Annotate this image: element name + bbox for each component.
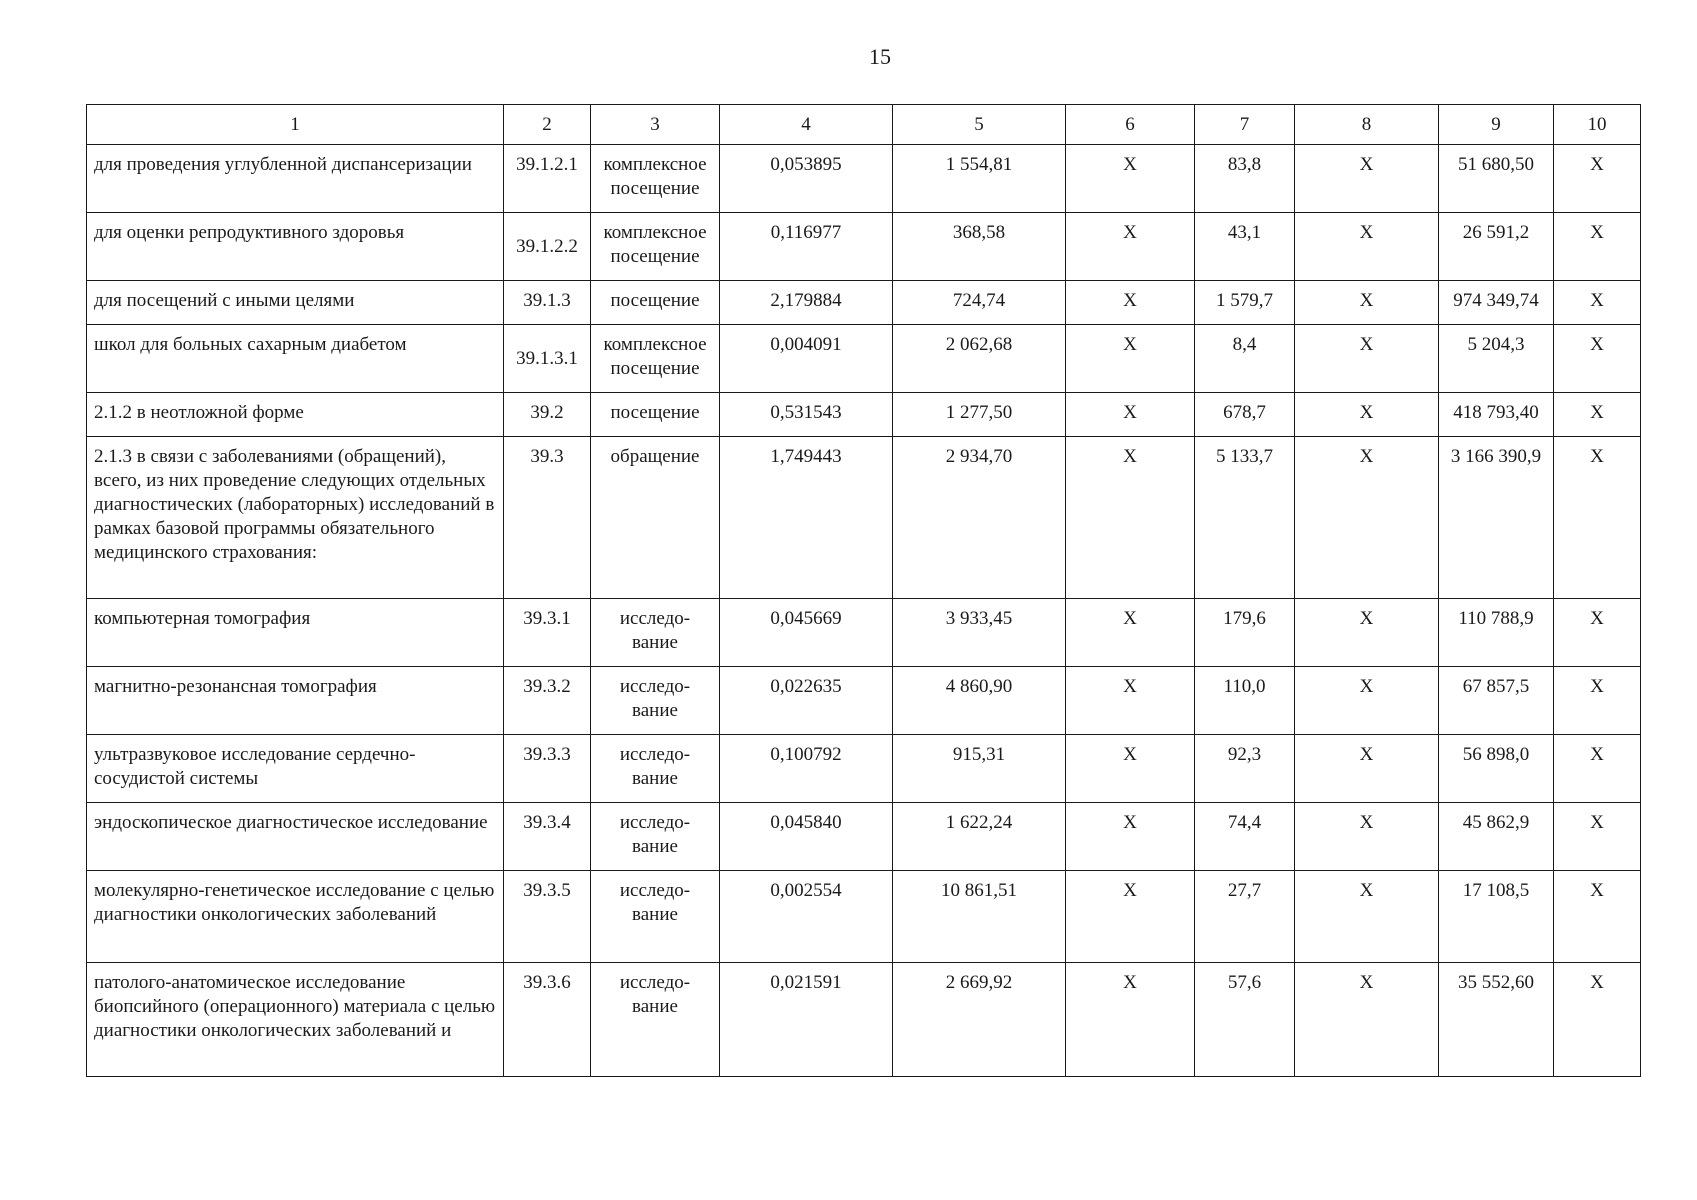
row-unit: исследо-вание bbox=[591, 963, 720, 1077]
cell-col10: Х bbox=[1554, 281, 1641, 325]
cell-col9: 51 680,50 bbox=[1439, 145, 1554, 213]
cell-col4: 0,004091 bbox=[720, 325, 893, 393]
row-name: для проведения углубленной диспансеризации bbox=[87, 145, 504, 213]
row-name: для оценки репродуктивного здоровья bbox=[87, 213, 504, 281]
cell-col6: Х bbox=[1066, 437, 1195, 599]
cell-col4: 0,100792 bbox=[720, 735, 893, 803]
cell-col10: Х bbox=[1554, 871, 1641, 963]
cell-col6: Х bbox=[1066, 599, 1195, 667]
cell-col7: 92,3 bbox=[1195, 735, 1295, 803]
cell-col9: 110 788,9 bbox=[1439, 599, 1554, 667]
cell-col6: Х bbox=[1066, 325, 1195, 393]
row-name: компьютерная томография bbox=[87, 599, 504, 667]
cell-col10: Х bbox=[1554, 213, 1641, 281]
cell-col4: 0,531543 bbox=[720, 393, 893, 437]
cell-col7: 110,0 bbox=[1195, 667, 1295, 735]
cell-col7: 5 133,7 bbox=[1195, 437, 1295, 599]
cell-col10: Х bbox=[1554, 145, 1641, 213]
cell-col4: 0,045669 bbox=[720, 599, 893, 667]
cell-col4: 0,002554 bbox=[720, 871, 893, 963]
cell-col6: Х bbox=[1066, 803, 1195, 871]
cell-col6: Х bbox=[1066, 963, 1195, 1077]
cell-col8: Х bbox=[1295, 281, 1439, 325]
row-code: 39.3 bbox=[504, 437, 591, 599]
header-row bbox=[87, 105, 1641, 145]
row-code: 39.2 bbox=[504, 393, 591, 437]
cell-col9: 26 591,2 bbox=[1439, 213, 1554, 281]
data-table bbox=[86, 104, 1641, 1077]
cell-col5: 724,74 bbox=[893, 281, 1066, 325]
cell-col8: Х bbox=[1295, 213, 1439, 281]
row-unit: исследо-вание bbox=[591, 803, 720, 871]
table-row bbox=[87, 145, 1641, 213]
table-row bbox=[87, 963, 1641, 1077]
row-unit: исследо-вание bbox=[591, 667, 720, 735]
cell-col7: 8,4 bbox=[1195, 325, 1295, 393]
cell-col8: Х bbox=[1295, 803, 1439, 871]
row-code: 39.3.4 bbox=[504, 803, 591, 871]
row-code: 39.3.3 bbox=[504, 735, 591, 803]
cell-col6: Х bbox=[1066, 667, 1195, 735]
row-code: 39.3.5 bbox=[504, 871, 591, 963]
row-name: магнитно-резонансная томография bbox=[87, 667, 504, 735]
cell-col6: Х bbox=[1066, 871, 1195, 963]
cell-col7: 678,7 bbox=[1195, 393, 1295, 437]
row-code: 39.1.2.2 bbox=[504, 213, 591, 281]
cell-col6: Х bbox=[1066, 735, 1195, 803]
row-unit: комплексное посещение bbox=[591, 325, 720, 393]
column-header: 7 bbox=[1195, 105, 1295, 145]
row-name: для посещений с иными целями bbox=[87, 281, 504, 325]
cell-col4: 1,749443 bbox=[720, 437, 893, 599]
cell-col5: 368,58 bbox=[893, 213, 1066, 281]
page-number: 15 bbox=[869, 44, 891, 69]
cell-col6: Х bbox=[1066, 145, 1195, 213]
row-name: эндоскопическое диагностическое исследование bbox=[87, 803, 504, 871]
row-name: 2.1.2 в неотложной форме bbox=[87, 393, 504, 437]
cell-col10: Х bbox=[1554, 803, 1641, 871]
cell-col5: 2 062,68 bbox=[893, 325, 1066, 393]
cell-col9: 17 108,5 bbox=[1439, 871, 1554, 963]
cell-col7: 179,6 bbox=[1195, 599, 1295, 667]
column-header: 10 bbox=[1554, 105, 1641, 145]
cell-col5: 2 669,92 bbox=[893, 963, 1066, 1077]
cell-col8: Х bbox=[1295, 437, 1439, 599]
cell-col5: 10 861,51 bbox=[893, 871, 1066, 963]
cell-col9: 5 204,3 bbox=[1439, 325, 1554, 393]
cell-col5: 1 622,24 bbox=[893, 803, 1066, 871]
cell-col8: Х bbox=[1295, 599, 1439, 667]
cell-col10: Х bbox=[1554, 599, 1641, 667]
row-code: 39.1.3 bbox=[504, 281, 591, 325]
column-header: 3 bbox=[591, 105, 720, 145]
row-unit: исследо-вание bbox=[591, 871, 720, 963]
cell-col4: 0,045840 bbox=[720, 803, 893, 871]
cell-col5: 1 277,50 bbox=[893, 393, 1066, 437]
row-code: 39.1.2.1 bbox=[504, 145, 591, 213]
row-unit: комплексное посещение bbox=[591, 213, 720, 281]
cell-col8: Х bbox=[1295, 735, 1439, 803]
table-row bbox=[87, 213, 1641, 281]
column-header: 6 bbox=[1066, 105, 1195, 145]
cell-col5: 2 934,70 bbox=[893, 437, 1066, 599]
table-row bbox=[87, 393, 1641, 437]
row-unit: обращение bbox=[591, 437, 720, 599]
row-name: школ для больных сахарным диабетом bbox=[87, 325, 504, 393]
row-name: 2.1.3 в связи с заболеваниями (обращений), всего, из них проведение следующих отдельных диагностических (лабораторных) исследований в рамках базовой программы обязательного медицинского страхования: bbox=[87, 437, 504, 599]
cell-col8: Х bbox=[1295, 145, 1439, 213]
cell-col10: Х bbox=[1554, 963, 1641, 1077]
row-unit: исследо-вание bbox=[591, 599, 720, 667]
cell-col6: Х bbox=[1066, 393, 1195, 437]
table-row bbox=[87, 871, 1641, 963]
cell-col9: 67 857,5 bbox=[1439, 667, 1554, 735]
table-row bbox=[87, 803, 1641, 871]
cell-col5: 1 554,81 bbox=[893, 145, 1066, 213]
cell-col7: 1 579,7 bbox=[1195, 281, 1295, 325]
cell-col9: 418 793,40 bbox=[1439, 393, 1554, 437]
cell-col7: 74,4 bbox=[1195, 803, 1295, 871]
table-row bbox=[87, 281, 1641, 325]
cell-col8: Х bbox=[1295, 325, 1439, 393]
cell-col10: Х bbox=[1554, 667, 1641, 735]
cell-col8: Х bbox=[1295, 667, 1439, 735]
row-unit: посещение bbox=[591, 393, 720, 437]
table-row bbox=[87, 599, 1641, 667]
cell-col5: 4 860,90 bbox=[893, 667, 1066, 735]
column-header: 4 bbox=[720, 105, 893, 145]
cell-col10: Х bbox=[1554, 437, 1641, 599]
table-row bbox=[87, 437, 1641, 599]
row-code: 39.3.1 bbox=[504, 599, 591, 667]
row-unit: посещение bbox=[591, 281, 720, 325]
column-header: 2 bbox=[504, 105, 591, 145]
cell-col9: 3 166 390,9 bbox=[1439, 437, 1554, 599]
row-name: патолого-анатомическое исследование биопсийного (операционного) материала с целью диагностики онкологических заболеваний и bbox=[87, 963, 504, 1077]
cell-col4: 0,116977 bbox=[720, 213, 893, 281]
cell-col6: Х bbox=[1066, 281, 1195, 325]
column-header: 8 bbox=[1295, 105, 1439, 145]
cell-col5: 915,31 bbox=[893, 735, 1066, 803]
cell-col5: 3 933,45 bbox=[893, 599, 1066, 667]
cell-col7: 43,1 bbox=[1195, 213, 1295, 281]
table-row bbox=[87, 325, 1641, 393]
cell-col7: 57,6 bbox=[1195, 963, 1295, 1077]
column-header: 1 bbox=[87, 105, 504, 145]
row-name: ультразвуковое исследование сердечно-сосудистой системы bbox=[87, 735, 504, 803]
cell-col10: Х bbox=[1554, 393, 1641, 437]
cell-col9: 974 349,74 bbox=[1439, 281, 1554, 325]
table-row bbox=[87, 667, 1641, 735]
cell-col7: 83,8 bbox=[1195, 145, 1295, 213]
cell-col8: Х bbox=[1295, 393, 1439, 437]
cell-col8: Х bbox=[1295, 963, 1439, 1077]
cell-col4: 2,179884 bbox=[720, 281, 893, 325]
cell-col10: Х bbox=[1554, 735, 1641, 803]
table-row bbox=[87, 735, 1641, 803]
cell-col4: 0,053895 bbox=[720, 145, 893, 213]
cell-col7: 27,7 bbox=[1195, 871, 1295, 963]
column-header: 5 bbox=[893, 105, 1066, 145]
row-code: 39.1.3.1 bbox=[504, 325, 591, 393]
cell-col9: 56 898,0 bbox=[1439, 735, 1554, 803]
cell-col10: Х bbox=[1554, 325, 1641, 393]
row-code: 39.3.2 bbox=[504, 667, 591, 735]
cell-col4: 0,022635 bbox=[720, 667, 893, 735]
cell-col8: Х bbox=[1295, 871, 1439, 963]
row-code: 39.3.6 bbox=[504, 963, 591, 1077]
column-header: 9 bbox=[1439, 105, 1554, 145]
cell-col9: 45 862,9 bbox=[1439, 803, 1554, 871]
cell-col6: Х bbox=[1066, 213, 1195, 281]
row-name: молекулярно-генетическое исследование с целью диагностики онкологических заболеваний bbox=[87, 871, 504, 963]
row-unit: комплексное посещение bbox=[591, 145, 720, 213]
cell-col9: 35 552,60 bbox=[1439, 963, 1554, 1077]
cell-col4: 0,021591 bbox=[720, 963, 893, 1077]
row-unit: исследо-вание bbox=[591, 735, 720, 803]
